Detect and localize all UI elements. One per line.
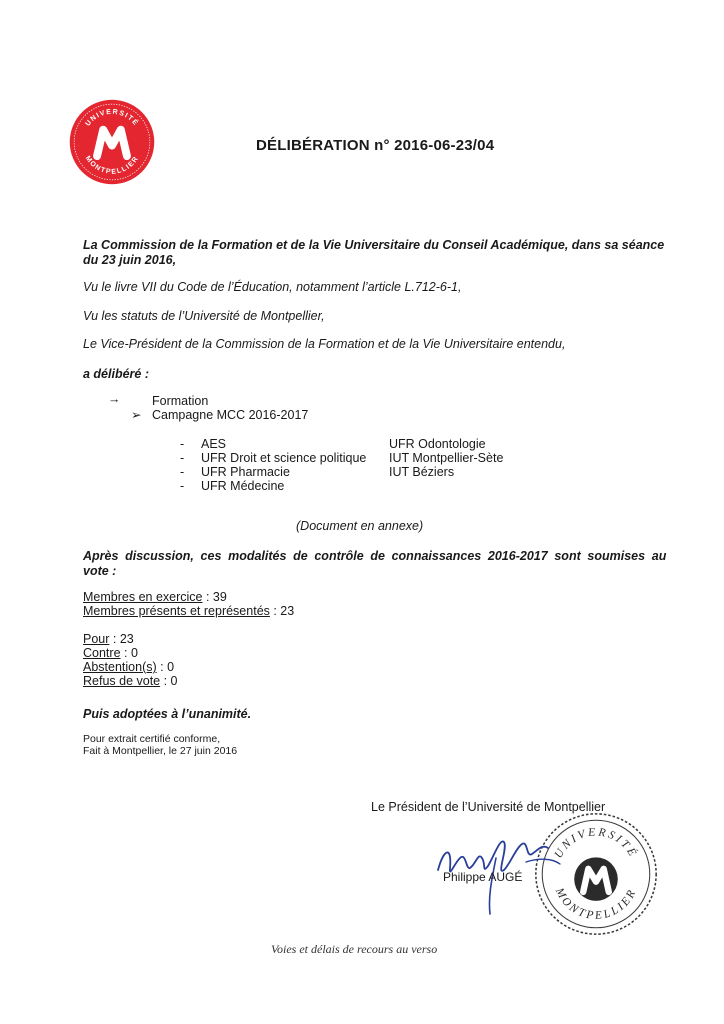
svg-text:MONTPELLIER: MONTPELLIER [552, 886, 639, 923]
vote-refus-label: Refus de vote [83, 674, 161, 688]
university-logo-icon [68, 98, 156, 186]
vote-contre-value: : 0 [120, 646, 138, 660]
vote-contre-label: Contre [83, 646, 121, 660]
page-title: DÉLIBÉRATION n° 2016-06-23/04 [256, 137, 495, 154]
vu-statuts-line: Vu les statuts de l’Université de Montpellier, [83, 309, 325, 323]
unit-right-3: IUT Béziers [389, 465, 455, 479]
vote-refus-value: : 0 [160, 674, 178, 688]
topic-formation: Formation [152, 394, 209, 408]
svg-text:UNIVERSITÉ: UNIVERSITÉ [84, 108, 140, 128]
unit-left-3: UFR Pharmacie [201, 465, 290, 479]
members-present-label: Membres présents et représentés [83, 604, 270, 618]
commission-line-2: du 23 juin 2016, [83, 253, 177, 267]
unit-dash: - [180, 479, 185, 493]
unit-left-4: UFR Médecine [201, 479, 285, 493]
unit-dash: - [180, 451, 185, 465]
campaign-line: Campagne MCC 2016-2017 [152, 408, 309, 422]
members-in-office-value: : 39 [202, 590, 227, 604]
certification-line-2: Fait à Montpellier, le 27 juin 2016 [83, 745, 238, 757]
vote-contre [83, 646, 138, 661]
vote-pour-value: : 23 [109, 632, 134, 646]
vote-pour-label: Pour [83, 632, 110, 646]
svg-text:UNIVERSITÉ: UNIVERSITÉ [552, 826, 640, 861]
unit-left-1: AES [201, 437, 227, 451]
members-present-value: : 23 [269, 604, 295, 618]
svg-text:MONTPELLIER: MONTPELLIER [83, 154, 141, 176]
members-in-office [83, 590, 227, 605]
members-present [83, 604, 294, 619]
members-in-office-label: Membres en exercice [83, 590, 203, 604]
unit-right-2: IUT Montpellier-Sète [389, 451, 504, 465]
vice-president-line: Le Vice-Président de la Commission de la Formation et de la Vie Universitaire entendu, [83, 337, 566, 351]
unit-dash: - [180, 437, 185, 451]
vu-code-line: Vu le livre VII du Code de l’Éducation, notamment l’article L.712-6-1, [83, 280, 462, 294]
vote-refus [83, 674, 178, 689]
vote-abstention-label: Abstention(s) [83, 660, 157, 674]
certification-line-1: Pour extrait certifié conforme, [83, 733, 221, 745]
unit-left-2: UFR Droit et science politique [201, 451, 367, 465]
vote-abstention [83, 660, 174, 675]
vote-intro-line-1: Après discussion, ces modalités de contrôle de connaissances 2016-2017 sont soumises au [83, 549, 667, 563]
president-name: Philippe AUGÉ [443, 870, 523, 884]
vote-intro-line-2: vote : [83, 564, 117, 578]
vote-abstention-value: : 0 [156, 660, 175, 674]
deliberation-label: a délibéré : [83, 367, 149, 381]
footer-note: Voies et délais de recours au verso [271, 942, 438, 956]
bullet-icon: ➢ [131, 408, 142, 422]
arrow-icon: → [108, 392, 121, 406]
president-title: Le Président de l’Université de Montpellier [371, 800, 606, 814]
unit-right-1: UFR Odontologie [389, 437, 486, 451]
president-signature-icon [430, 818, 590, 918]
vote-result: Puis adoptées à l’unanimité. [83, 707, 252, 721]
annex-note: (Document en annexe) [296, 519, 424, 533]
commission-line-1: La Commission de la Formation et de la Vie Universitaire du Conseil Académique, dans sa séance [83, 238, 665, 252]
vote-pour [83, 632, 134, 647]
unit-dash: - [180, 465, 185, 479]
